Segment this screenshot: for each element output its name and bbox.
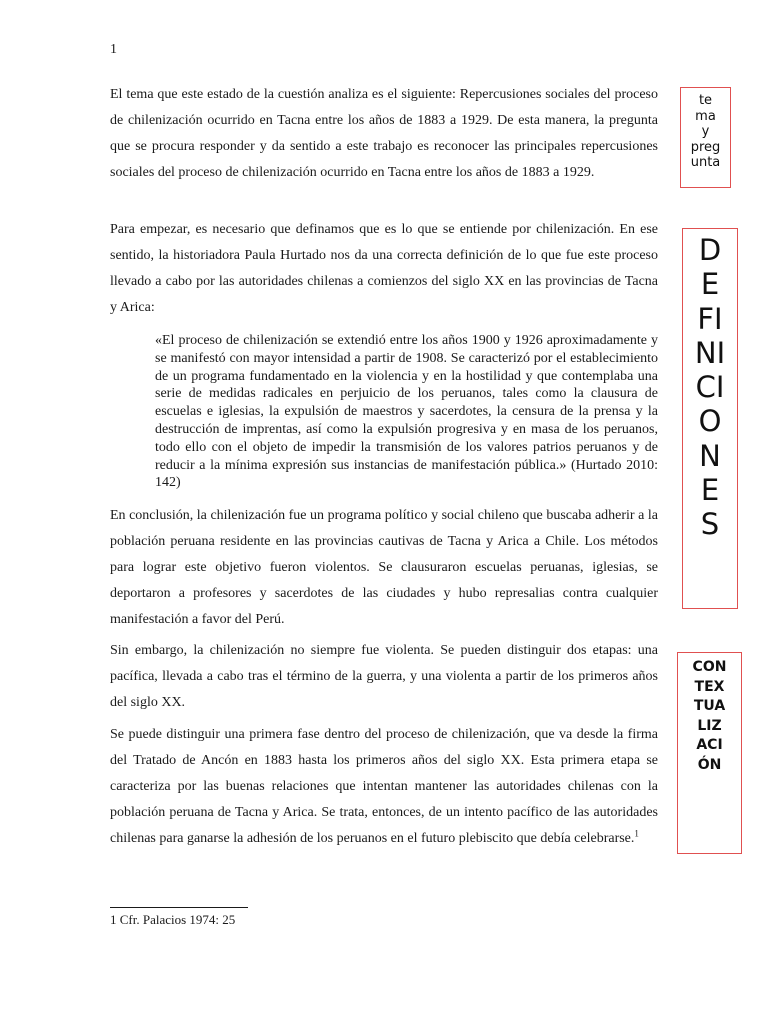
margin-note-line: NI	[694, 335, 726, 370]
margin-note-line: TUA	[693, 698, 726, 714]
paragraph-stages: Sin embargo, la chilenización no siempre fue violenta. Se pueden distinguir dos etapas: una pacífica, llevada a cabo tras el término de la guerra, y una violenta a partir de los primeros años del siglo XX.	[110, 643, 658, 710]
margin-note-line: preg	[690, 139, 721, 155]
paragraph-first-phase-text: Se puede distinguir una primera fase dentro del proceso de chilenización, que va desde la firma del Tratado de Ancón en 1883 hasta los primeros años del siglo XX. Esta primera etapa se caracteriza por las buenas relaciones que intentan mantener las autoridades chilenas con la población peruana de Tacna y Arica. Se trata, entonces, de un intento pacífico de las autoridades chilenas para ganarse la adhesión de los peruanos en el futuro plebiscito que debía celebrarse.	[110, 727, 658, 846]
margin-note-line: ma	[695, 108, 716, 124]
margin-note-line: TEX	[694, 678, 725, 695]
margin-note-line: CON	[692, 659, 727, 675]
margin-note-line: N	[699, 438, 721, 473]
margin-note-line: D	[698, 233, 722, 267]
paragraph-first-phase	[110, 722, 658, 852]
paragraph-definition-intro: Para empezar, es necesario que definamos que es lo que se entiende por chilenización. En ese sentido, la historiadora Paula Hurtado nos da una correcta definición de lo que fue este proceso llevado a cabo por las autoridades chilenas a comienzos del siglo XX en las provincias de Tacna y Arica:	[110, 222, 658, 315]
margin-note-line: E	[700, 473, 720, 508]
footnote-reference[interactable]: 1	[634, 828, 639, 839]
margin-note-line: S	[700, 507, 720, 542]
margin-note-tema-y-pregunta	[680, 87, 731, 188]
margin-note-line: y	[701, 124, 710, 139]
paragraph-conclusion: En conclusión, la chilenización fue un programa político y social chileno que buscaba adherir a la población peruana residente en las provincias cautivas de Tacna y Arica a Chile. Los métodos para lograr este objetivo fueron violentos. Se clausuraron escuelas peruanas, iglesias, se deportaron a profesores y sacerdotes de las ciudades y hubo represalias contra cualquier manifestación a favor del Perú.	[110, 508, 658, 627]
margin-note-line: O	[698, 404, 722, 439]
margin-note-line: CI	[695, 370, 725, 405]
margin-note-line: FI	[697, 301, 723, 336]
paragraph-topic: El tema que este estado de la cuestión analiza es el siguiente: Repercusiones sociales del proceso de chilenización ocurrido en Tacna entre los años de 1883 a 1929. De esta manera, la pregunta que se procura responder y da sentido a este trabajo es reconocer las principales repercusiones sociales del proceso de chilenización ocurrido en Tacna entre los años de 1883 a 1929.	[110, 87, 658, 180]
margin-note-line: ACI	[696, 737, 723, 753]
page-number: 1	[110, 42, 117, 57]
margin-note-line: unta	[690, 155, 721, 170]
margin-note-definiciones	[682, 228, 738, 609]
margin-note-line: te	[698, 93, 713, 108]
margin-note-line: E	[700, 267, 720, 302]
footnote: 1 Cfr. Palacios 1974: 25	[110, 912, 236, 927]
margin-note-contextualizacion	[677, 652, 742, 854]
block-quote: «El proceso de chilenización se extendió entre los años 1900 y 1926 aproximadamente y se manifestó con mayor intensidad a partir de 1908. Se caracterizó por el establecimiento de un programa fundamentado en la violencia y en la hostilidad y que contemplaba una serie de medidas radicales en perjuicio de los peruanos, tales como la clausura de escuelas e iglesias, la expulsión de maestros y sacerdotes, la censura de la prensa y la destrucción de imprentas, así como la expulsión progresiva y en masa de los peruanos, todo ello con el objeto de impedir la transmisión de los valores patrios peruanos y de reducir a la mínima expresión sus instancias de manifestación pública.» (Hurtado 2010: 142)	[155, 333, 658, 491]
footnote-separator	[110, 907, 248, 908]
margin-note-line: ÓN	[697, 756, 722, 773]
margin-note-line: LIZ	[697, 717, 722, 734]
